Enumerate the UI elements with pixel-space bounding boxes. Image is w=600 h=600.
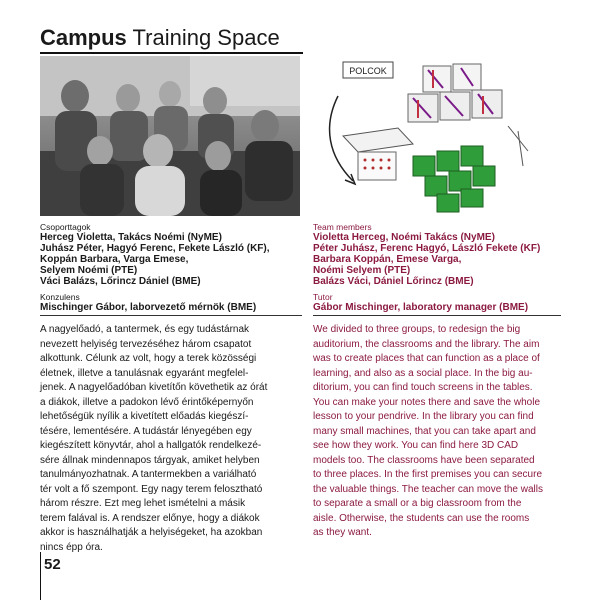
body-line: auditorium, the classrooms and the library. The aim <box>313 338 540 350</box>
body-line: kiegészített könyvtár, ahol a hallgatók rendelkezé- <box>40 440 262 451</box>
team-line: Váci Balázs, Lőrincz Dániel (BME) <box>40 276 201 287</box>
body-line: see how they work. You can find here 3D CAD <box>313 440 519 451</box>
page-title <box>40 26 302 50</box>
body-line: nevezett helyiség tervezéséhez három csapatot <box>40 338 252 350</box>
body-line: many small machines, that you can take apart and <box>313 425 536 437</box>
sketch-label: POLCOK <box>349 66 387 76</box>
team-line: Violetta Herceg, Noémi Takács (NyME) <box>313 232 495 243</box>
team-label: Team members <box>313 222 372 232</box>
team-names <box>313 232 561 287</box>
title-rest: Training Space <box>132 25 280 50</box>
team-line: Noémi Selyem (PTE) <box>313 265 411 276</box>
body-hu <box>40 323 302 555</box>
body-line: lehetőségük nyílik a kivetített előadás kiegészí- <box>40 411 249 422</box>
team-names <box>40 232 302 287</box>
sketch-graphic <box>313 56 560 216</box>
team-line: Péter Juhász, Ferenc Hagyó, László Fekete (KF) <box>313 243 541 254</box>
body-line: A nagyelőadó, a tantermek, és egy tudástárnak <box>40 324 250 335</box>
concept-sketch <box>313 56 560 216</box>
body-line: a diákok, illetve a padokon lévő érintőképernyőn <box>40 396 254 408</box>
divider-left <box>40 315 302 316</box>
group-photo-graphic <box>40 56 300 216</box>
body-line: ditorium, you can find touch screens in the tables. <box>313 382 533 393</box>
team-line: Barbara Koppán, Emese Varga, <box>313 254 462 265</box>
tutor-name: Mischinger Gábor, laborvezető mérnök (BME) <box>40 302 257 313</box>
team-en <box>313 222 561 313</box>
team-label: Csoporttagok <box>40 222 91 232</box>
tutor-name: Gábor Mischinger, laboratory manager (BME) <box>313 302 529 313</box>
body-line: to three places. In the first premises you can secure <box>313 469 542 480</box>
body-line: jenek. A nagyelőadóban kivetítőn követhetik az órát <box>40 382 268 393</box>
body-line: to separate a small or a big classroom from the <box>313 498 522 509</box>
body-line: models too. The classrooms have been separated <box>313 454 535 466</box>
body-line: You can make your notes there and save the whole <box>313 396 541 408</box>
team-line: Juhász Péter, Hagyó Ferenc, Fekete László (KF), <box>40 243 270 254</box>
tutor-label: Tutor <box>313 292 333 302</box>
body-line: aisle. Otherwise, the students can use the rooms <box>313 512 530 524</box>
body-line: lesson to your pendrive. In the library you can find <box>313 411 534 422</box>
body-line: életnek, illetve a tanulásnak egyaránt megfelel- <box>40 367 249 379</box>
body-line: learning, and also as a social place. In the big au- <box>313 367 533 379</box>
body-line: alkottunk. Célunk az volt, hogy a terek közösségi <box>40 353 257 364</box>
body-line: tésére, lementésére. A tudástár lényegében egy <box>40 425 252 437</box>
team-hu <box>40 222 302 313</box>
body-line: akkor is használhatják a helyiségeket, ha azokban <box>40 527 263 538</box>
divider-right <box>313 315 561 316</box>
title-bold: Campus <box>40 25 127 50</box>
body-line: nincs épp óra. <box>40 541 103 553</box>
body-line: as they want. <box>313 527 372 538</box>
title-underline <box>40 52 303 54</box>
body-line: We divided to three groups, to redesign the big <box>313 324 521 335</box>
body-line: was to create places that can function as a place of <box>313 353 540 364</box>
team-line: Herceg Violetta, Takács Noémi (NyME) <box>40 232 222 243</box>
page-number: 52 <box>44 556 61 573</box>
body-line: terem falával is. A rendszer előnye, hogy a diákok <box>40 512 260 524</box>
team-line: Selyem Noémi (PTE) <box>40 265 138 276</box>
body-line: sére állnak mindennapos tárgyak, amiket helyben <box>40 454 260 466</box>
team-line: Balázs Váci, Dániel Lőrincz (BME) <box>313 276 474 287</box>
page-number-rule <box>40 552 41 600</box>
body-line: the valuable things. The teacher can move the walls <box>313 483 543 495</box>
group-photo <box>40 56 300 216</box>
body-line: három részre. Ezt meg lehet ismételni a másik <box>40 498 246 509</box>
page-header <box>40 26 302 50</box>
body-en <box>313 323 561 541</box>
body-line: tanulmányozhatnak. A tantermekben a variálható <box>40 469 257 480</box>
team-line: Koppán Barbara, Varga Emese, <box>40 254 189 265</box>
tutor-label: Konzulens <box>40 292 80 302</box>
body-line: tér volt a fő szempont. Egy nagy terem felosztható <box>40 483 263 495</box>
